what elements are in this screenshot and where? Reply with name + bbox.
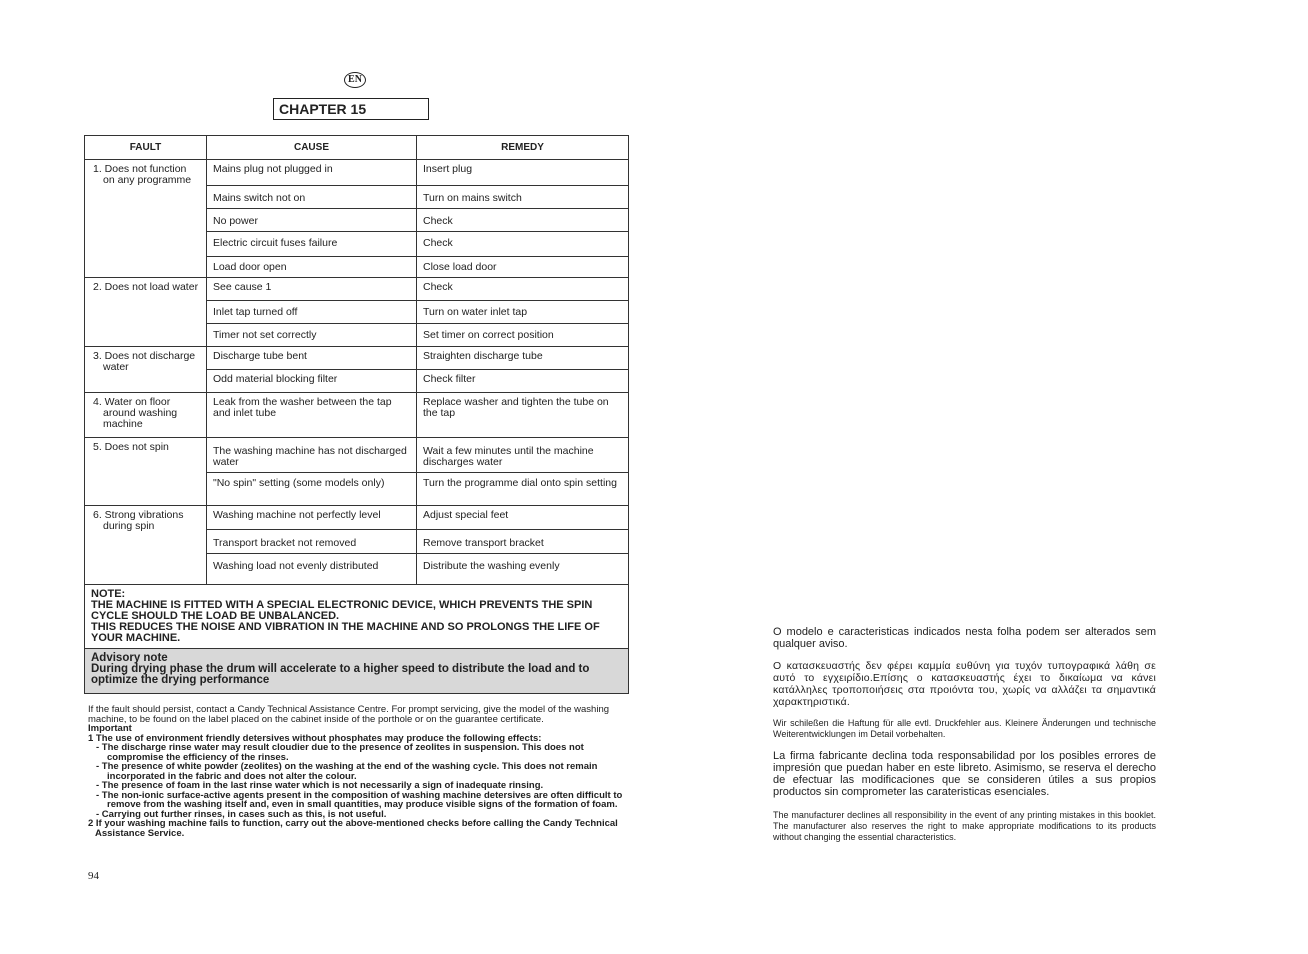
cause-cell: Inlet tap turned off xyxy=(207,301,417,324)
footer-list-item: - Carrying out further rinses, in cases such as this, is not useful. xyxy=(96,808,387,820)
footer-list-item: - The non-ionic surface-active agents present in the composition of washing machine detersives are often difficult to remove from the washing itself and, even in small quantities, may produce visible signs of the formation of foam. xyxy=(96,789,623,810)
advisory-title: Advisory note xyxy=(91,652,168,664)
cause-cell: Load door open xyxy=(207,257,417,278)
remedy-cell: Set timer on correct position xyxy=(417,324,629,347)
fault-text: 6. Strong vibrations during spin xyxy=(93,509,184,532)
fault-cell xyxy=(85,278,207,347)
footer-list-item: - The presence of white powder (zeolites) on the washing at the end of the washing cycle. This does not remain incorporated in the fabric and does not alter the colour. xyxy=(96,761,598,782)
advisory-cell xyxy=(85,649,629,694)
cause-cell: Washing load not evenly distributed xyxy=(207,554,417,585)
fault-text: 5. Does not spin xyxy=(93,441,169,453)
fault-text: 3. Does not discharge water xyxy=(93,350,196,373)
fault-cell xyxy=(85,393,207,438)
table-row xyxy=(85,393,629,438)
language-badge: EN xyxy=(344,72,366,88)
remedy-cell: Replace washer and tighten the tube on the tap xyxy=(417,393,629,438)
advisory-row xyxy=(85,649,629,694)
footer-list-item: - The discharge rinse water may result cloudier due to the presence of zeolites in suspension. This does not compromise the efficiency of the rinses. xyxy=(96,742,584,763)
remedy-cell: Check xyxy=(417,209,629,232)
cause-cell: See cause 1 xyxy=(207,278,417,301)
table-row xyxy=(85,347,629,370)
remedy-cell: Insert plug xyxy=(417,160,629,186)
table-header-row xyxy=(85,136,629,160)
cause-cell: No power xyxy=(207,209,417,232)
cause-cell: Mains plug not plugged in xyxy=(207,160,417,186)
remedy-cell: Straighten discharge tube xyxy=(417,347,629,370)
cause-cell: Timer not set correctly xyxy=(207,324,417,347)
cause-cell: Odd material blocking filter xyxy=(207,370,417,393)
fault-cell xyxy=(85,506,207,585)
remedy-cell: Check xyxy=(417,232,629,257)
disclaimer-greek: Ο κατασκευαστής δεν φέρει καμμία ευθύνη για τυχόν τυπογραφικά λάθη σε αυτό το εγχειρίδιο.Επίσης ο κατασκευαστής έχει το δικαίωμα να κάνει κατάλληλες τροποποιήσεις στα προιόντα του, χωρίς να αλλάζει τα σημαντικά χαρακτηριστικά. xyxy=(773,660,1156,708)
note-row xyxy=(85,585,629,649)
cause-cell: Discharge tube bent xyxy=(207,347,417,370)
cause-cell: Leak from the washer between the tap and inlet tube xyxy=(207,393,417,438)
fault-cell xyxy=(85,347,207,393)
disclaimer-spanish: La firma fabricante declina toda responsabilidad por los posibles errores de impresión que puedan haber en este libreto. Asimismo, se reserva el derecho de efectuar las modificaciones que se consideren útiles a sus propios productos sin comprometer las carateristicas esenciales. xyxy=(773,750,1156,798)
fault-text: 2. Does not load water xyxy=(93,281,199,293)
advisory-text: During drying phase the drum will accelerate to a higher speed to distribute the load and to optimize the drying performance xyxy=(91,663,590,686)
cause-cell: Transport bracket not removed xyxy=(207,530,417,554)
footer-point: 1 The use of environment friendly detersives without phosphates may produce the following effects: xyxy=(88,732,542,744)
disclaimer-portuguese: O modelo e caracteristicas indicados nesta folha podem ser alterados sem qualquer aviso. xyxy=(773,626,1156,650)
table-row xyxy=(85,438,629,473)
remedy-cell: Turn the programme dial onto spin setting xyxy=(417,473,629,506)
cause-cell: Mains switch not on xyxy=(207,186,417,209)
remedy-cell: Check filter xyxy=(417,370,629,393)
chapter-title: CHAPTER 15 xyxy=(273,98,429,120)
note-line: THE MACHINE IS FITTED WITH A SPECIAL ELECTRONIC DEVICE, WHICH PREVENTS THE SPIN CYCLE SHOULD THE LOAD BE UNBALANCED. xyxy=(91,599,593,622)
remedy-cell: Remove transport bracket xyxy=(417,530,629,554)
note-line: THIS REDUCES THE NOISE AND VIBRATION IN THE MACHINE AND SO PROLONGS THE LIFE OF YOUR MACHINE. xyxy=(91,621,600,644)
cause-cell: The washing machine has not discharged water xyxy=(207,438,417,473)
fault-cell xyxy=(85,438,207,506)
table-row xyxy=(85,160,629,186)
fault-text: 4. Water on floor around washing machine xyxy=(93,396,178,430)
column-header-cause: CAUSE xyxy=(207,136,417,160)
footer-point: 2 If your washing machine fails to function, carry out the above-mentioned checks before calling the Candy Technical Assistance Service. xyxy=(88,818,618,839)
table-row xyxy=(85,278,629,301)
column-header-fault: FAULT xyxy=(85,136,207,160)
fault-text: 1. Does not function on any programme xyxy=(93,163,192,186)
disclaimer-english: The manufacturer declines all responsibility in the event of any printing mistakes in this booklet. The manufacturer also reserves the right to make appropriate modifications to its products without changing the essential characteristics. xyxy=(773,810,1156,842)
footer-list-item: - The presence of foam in the last rinse water which is not necessarily a sign of inadequate rinsing. xyxy=(96,780,544,791)
remedy-cell: Adjust special feet xyxy=(417,506,629,530)
remedy-cell: Close load door xyxy=(417,257,629,278)
table-row xyxy=(85,506,629,530)
footer-notes xyxy=(88,705,626,838)
remedy-cell: Turn on water inlet tap xyxy=(417,301,629,324)
footer-intro: If the fault should persist, contact a Candy Technical Assistance Centre. For prompt servicing, give the model of the washing machine, to be found on the label placed on the cabinet inside of the porthole or on the guarantee certificate. xyxy=(88,704,610,725)
page-number: 94 xyxy=(88,870,99,882)
fault-table xyxy=(84,135,629,694)
disclaimer-block xyxy=(773,627,1156,843)
remedy-cell: Turn on mains switch xyxy=(417,186,629,209)
disclaimer-german: Wir schileßen die Haftung für alle evtl. Druckfehler aus. Kleinere Änderungen und technische Weiterentwicklungen im Detail vorbehalten. xyxy=(773,718,1156,739)
cause-cell: Electric circuit fuses failure xyxy=(207,232,417,257)
cause-cell: "No spin" setting (some models only) xyxy=(207,473,417,506)
remedy-cell: Distribute the washing evenly xyxy=(417,554,629,585)
remedy-cell: Check xyxy=(417,278,629,301)
note-label: NOTE: xyxy=(91,588,126,600)
column-header-remedy: REMEDY xyxy=(417,136,629,160)
fault-cell xyxy=(85,160,207,278)
remedy-cell: Wait a few minutes until the machine discharges water xyxy=(417,438,629,473)
note-cell xyxy=(85,585,629,649)
cause-cell: Washing machine not perfectly level xyxy=(207,506,417,530)
footer-important-heading: Important xyxy=(88,723,132,734)
